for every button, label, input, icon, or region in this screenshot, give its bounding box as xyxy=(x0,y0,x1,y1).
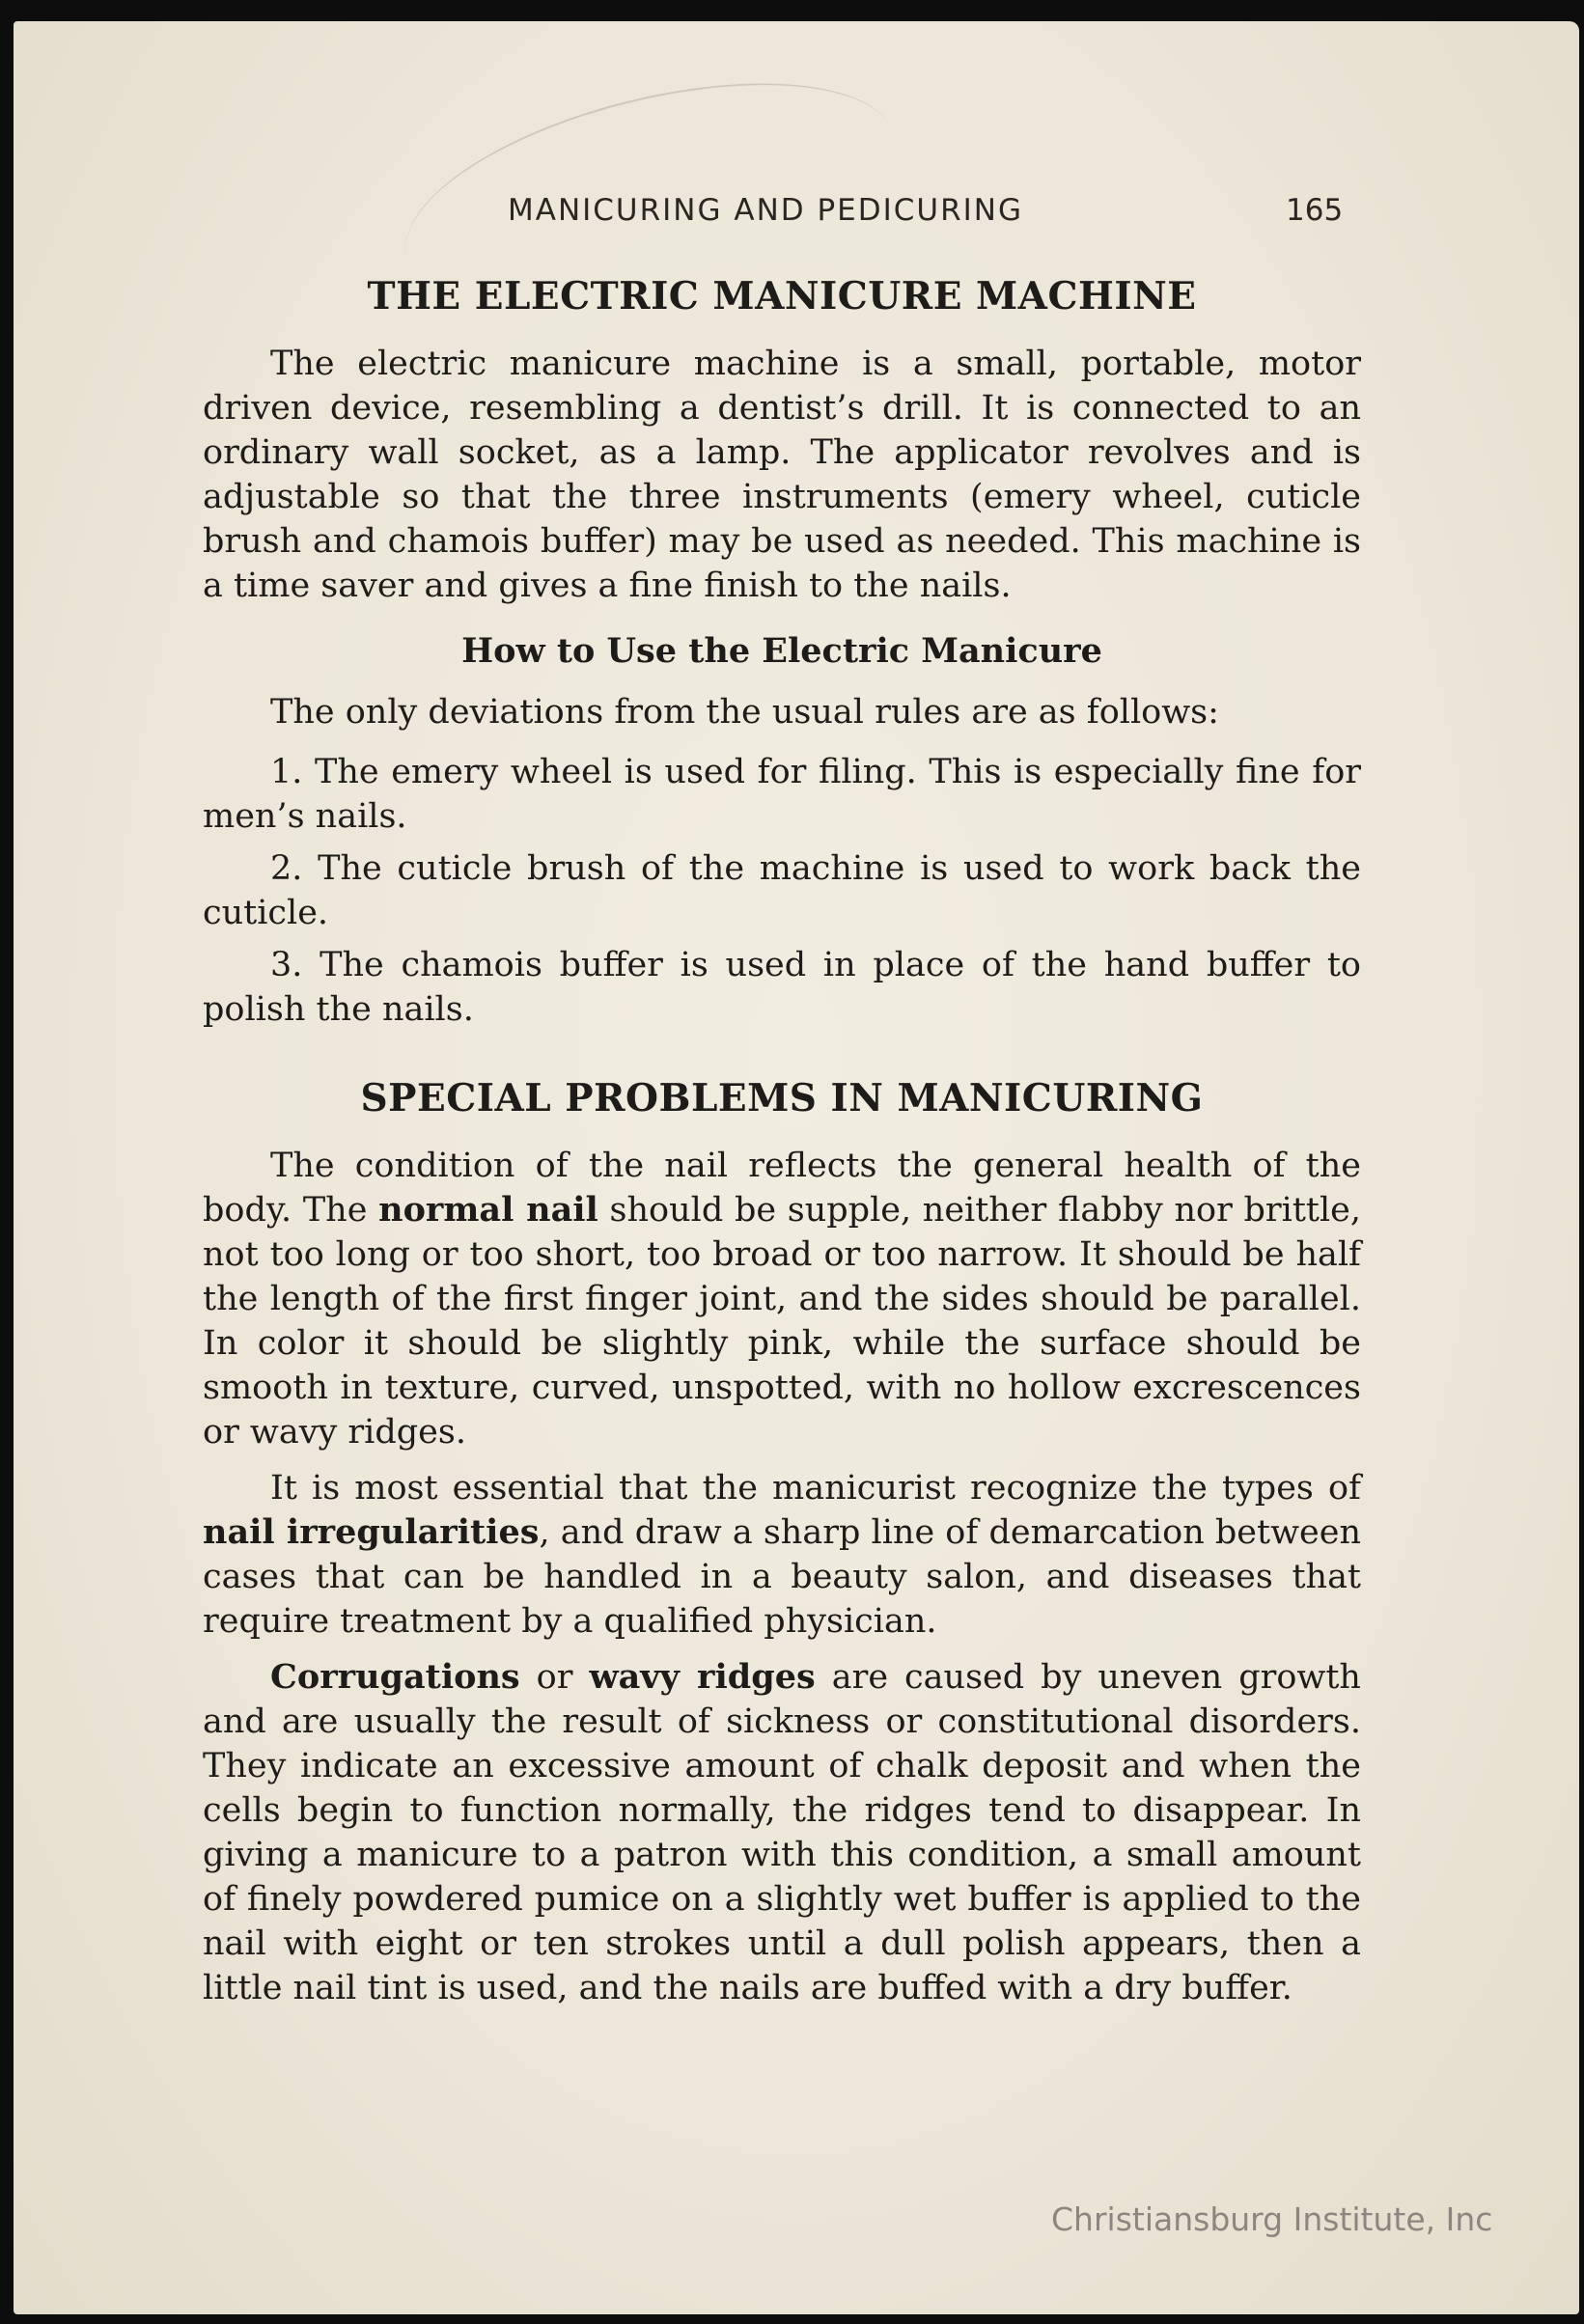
text-run: or xyxy=(519,1658,590,1697)
section-heading-special-problems: SPECIAL PROBLEMS IN MANICURING xyxy=(360,1076,1204,1120)
bold-term-nail-irregularities: nail irregularities xyxy=(203,1512,540,1552)
paragraph-deviations-intro: The only deviations from the usual rules are as follows: xyxy=(270,693,1219,732)
bold-term-corrugations: Corrugations xyxy=(270,1657,520,1697)
running-head-title: MANICURING AND PEDICURING xyxy=(508,193,1024,228)
list-item-step-2: 2. The cuticle brush of the machine is used to work back the cuticle. xyxy=(203,849,1361,932)
page-body xyxy=(203,274,1361,2010)
subheading-how-to-use: How to Use the Electric Manicure xyxy=(461,631,1102,671)
list-item-step-3: 3. The chamois buffer is used in place of the hand buffer to polish the nails. xyxy=(203,946,1361,1029)
watermark: Christiansburg Institute, Inc xyxy=(1051,2200,1493,2238)
paragraph-nail-irregularities xyxy=(203,1466,1361,1644)
section-heading-electric-manicure: THE ELECTRIC MANICURE MACHINE xyxy=(367,274,1197,318)
page-number: 165 xyxy=(1286,193,1344,228)
list-item-step-1: 1. The emery wheel is used for filing. This is especially fine for men’s nails. xyxy=(203,753,1361,836)
paragraph-nail-condition xyxy=(203,1144,1361,1454)
text-run: are caused by uneven growth and are usually the result of sickness or constitutional disorders. They indicate an excessive amount of chalk deposit and when the cells begin to function normally, the ridges tend to disappear. In giving a manicure to a patron with this condition, a small amount of finely powdered pumice on a slightly wet buffer is applied to the nail with eight or ten strokes until a dull polish appears, then a little nail tint is used, and the nails are buffed with a dry buffer. xyxy=(203,1658,1361,2007)
text-run: , and draw a sharp line of demarcation between cases that can be handled in a beauty salon, and diseases that require treatment by a qualified physician. xyxy=(203,1513,1361,1641)
text-run: The condition of the nail reflects the general health of the body. The xyxy=(203,1147,1361,1230)
book-page xyxy=(14,21,1579,2314)
running-head xyxy=(14,193,1579,241)
text-run: It is most essential that the manicurist recognize the types of xyxy=(270,1469,1361,1508)
paragraph-machine-description: The electric manicure machine is a small, portable, motor driven device, resembling a dentist’s drill. It is connected to an ordinary wall socket, as a lamp. The applicator revolves and is adjustable so that the three instruments (emery wheel, cuticle brush and chamois buffer) may be used as needed. This machine is a time saver and gives a fine finish to the nails. xyxy=(203,345,1361,605)
bold-term-normal-nail: normal nail xyxy=(378,1190,598,1230)
text-run: should be supple, neither flabby nor brittle, not too long or too short, too broad or too narrow. It should be half the length of the first finger joint, and the sides should be parallel. In color it should be slightly pink, while the surface should be smooth in texture, curved, unspotted, with no hollow excrescences or wavy ridges. xyxy=(203,1191,1361,1452)
bold-term-wavy-ridges: wavy ridges xyxy=(589,1657,816,1697)
paragraph-corrugations xyxy=(203,1655,1361,2010)
